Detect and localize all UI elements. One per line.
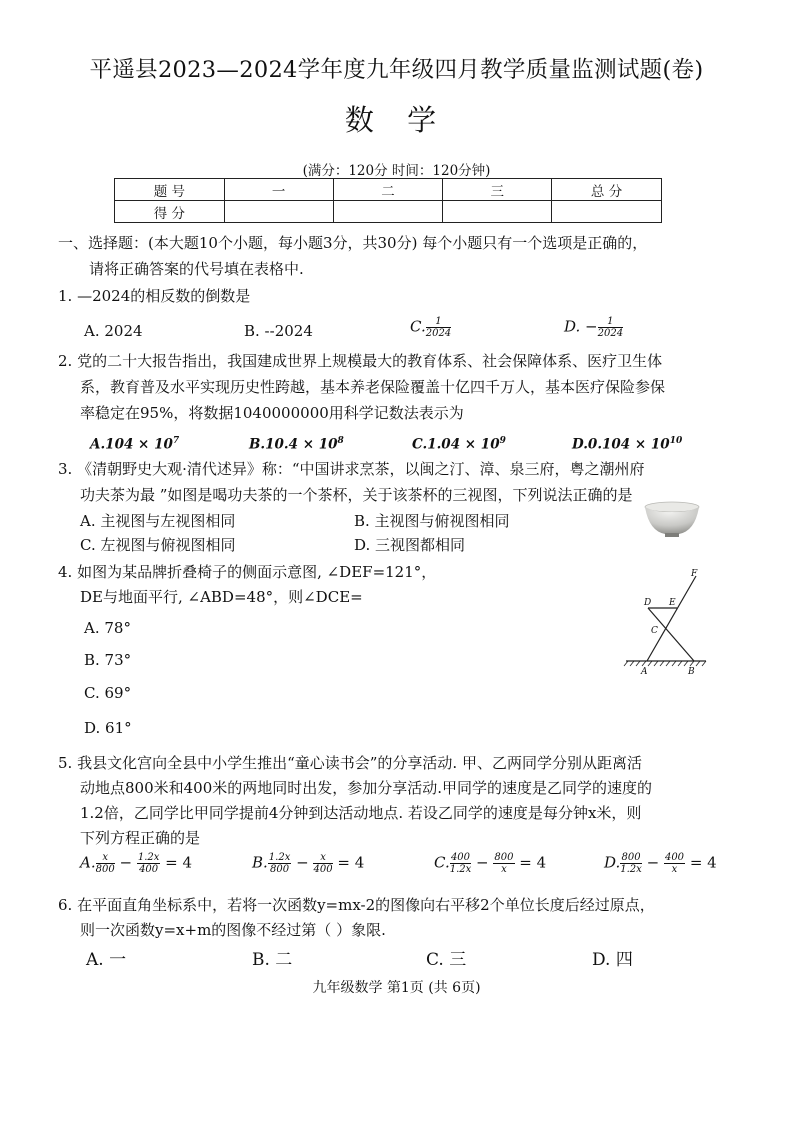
folding-chair-diagram [620, 565, 720, 680]
q5-c-fraction-2 [493, 852, 514, 875]
question-3-stem: 3. 《清朝野史大观·清代述异》称：“中国讲求烹茶，以闽之汀、漳、泉三府，粤之潮州府 [58, 460, 645, 478]
q2-b-base: B.10.4 × 10 [249, 436, 338, 453]
q2-option-c [412, 436, 506, 453]
question-5-stem: 1.2倍，乙同学比甲同学提前4分钟到达活动地点. 若设乙同学的速度是每分钟x米，则 [80, 804, 642, 822]
q4-option-d: D. 61° [84, 719, 132, 737]
equals-rhs: = 4 [689, 853, 717, 872]
question-5-stem: 5. 我县文化宫向全县中小学生推出“童心读书会”的分享活动. 甲、乙两同学分别从距离活 [58, 754, 642, 772]
q6-option-a: A. 一 [86, 950, 127, 970]
numerator: 400 [664, 852, 685, 863]
numerator: 400 [450, 852, 471, 863]
label-d: D [644, 598, 652, 608]
q2-d-exponent: 10 [669, 436, 683, 446]
q1-d-numerator: 1 [598, 316, 623, 328]
q5-a-fraction-2 [137, 852, 161, 875]
q5-b-fraction-2 [313, 852, 332, 875]
q5-a-fraction-1 [96, 852, 115, 875]
q1-d-denominator: 2024 [597, 328, 624, 339]
question-6-stem: 6. 在平面直角坐标系中，若将一次函数y=mx-2的图像向右平移2个单位长度后经过原点， [58, 896, 655, 914]
minus-sign: − [119, 853, 133, 872]
denominator: x [671, 864, 678, 875]
equals-rhs: = 4 [165, 853, 193, 872]
numerator: 1.2x [137, 852, 160, 863]
table-row [115, 179, 662, 201]
label-c: C [651, 626, 658, 636]
question-4-stem: 4. 如图为某品牌折叠椅子的侧面示意图, ∠DEF=121°， [58, 563, 437, 581]
ground-hatching [624, 661, 706, 666]
denominator: 400 [139, 864, 159, 875]
q1-c-denominator: 2024 [425, 328, 452, 339]
q1-d-fraction [598, 316, 623, 339]
q4-option-b: B. 73° [84, 651, 132, 669]
section-heading: 一、选择题：(本大题10个小题，每小题3分，共30分) 每个小题只有一个选项是正确的， [58, 234, 648, 252]
q2-option-a [90, 436, 179, 453]
q1-c-prefix: C. [410, 317, 426, 336]
q1-c-numerator: 1 [426, 316, 451, 328]
denominator: x [501, 864, 507, 875]
q2-c-base: C.1.04 × 10 [412, 436, 500, 453]
exam-title: 平遥县2023—2024学年度九年级四月教学质量监测试题(卷) [89, 57, 704, 83]
q6-option-c: C. 三 [426, 950, 467, 970]
minus-sign: − [646, 853, 660, 872]
score-input-cell[interactable] [552, 201, 662, 223]
q2-d-base: D.0.104 × 10 [572, 436, 670, 453]
table-cell: 一 [224, 179, 333, 201]
question-1-stem: 1. —2024的相反数的倒数是 [58, 287, 251, 305]
label-a: A [641, 667, 648, 677]
q3-option-c: C. 左视图与俯视图相同 [80, 536, 236, 554]
question-5-stem: 动地点800米和400米的两地同时出发，参加分享活动.甲同学的速度是乙同学的速度的 [80, 779, 653, 797]
exam-meta: (满分：120分 时间：120分钟) [302, 163, 491, 179]
minus-sign: − [476, 853, 489, 872]
minus-sign: − [296, 853, 309, 872]
table-cell: 三 [443, 179, 552, 201]
q2-option-b [249, 436, 344, 453]
q5-c-fraction-1 [450, 852, 472, 875]
question-6-stem: 则一次函数y=x+m的图像不经过第（ ）象限. [80, 921, 386, 939]
numerator: x [313, 852, 332, 864]
question-2-stem: 系，教育普及水平实现历史性跨越，基本养老保险覆盖十亿四千万人，基本医疗保险参保 [80, 378, 666, 396]
table-cell: 二 [333, 179, 443, 201]
q6-option-d: D. 四 [592, 950, 633, 970]
numerator: x [96, 852, 115, 864]
label-e: E [669, 598, 676, 608]
table-row [115, 201, 662, 223]
equals-rhs: = 4 [337, 853, 365, 872]
q2-option-d [572, 436, 682, 453]
q2-a-base: A.104 × 10 [90, 436, 173, 453]
question-4-stem: DE与地面平行, ∠ABD=48°，则∠DCE= [80, 588, 363, 606]
q5-option-a [80, 852, 192, 875]
q1-option-a: A. 2024 [84, 322, 143, 340]
table-cell: 题 号 [115, 179, 225, 201]
q5-option-d [604, 852, 717, 875]
q2-b-exponent: 8 [337, 436, 344, 446]
score-input-cell[interactable] [443, 201, 552, 223]
q1-option-b: B. --2024 [244, 322, 313, 340]
denominator: 1.2x [449, 864, 472, 875]
q5-option-b [252, 852, 364, 875]
leg-bf-line [647, 576, 696, 661]
score-table [114, 178, 662, 223]
q3-option-d: D. 三视图都相同 [354, 536, 466, 554]
q2-c-exponent: 9 [499, 436, 506, 446]
page-footer: 九年级数学 第1页 (共 6页) [312, 980, 481, 996]
table-cell: 得 分 [115, 201, 225, 223]
question-5-stem: 下列方程正确的是 [80, 829, 201, 847]
numerator: 1.2x [268, 852, 291, 863]
q1-option-d [564, 316, 623, 339]
question-2-stem: 2. 党的二十大报告指出，我国建成世界上规模最大的教育体系、社会保障体系、医疗卫生体 [58, 352, 663, 370]
numerator: 800 [494, 852, 514, 863]
denominator: 800 [95, 864, 115, 875]
tea-cup-image [643, 501, 701, 539]
score-input-cell[interactable] [224, 201, 333, 223]
q5-a-prefix: A. [80, 853, 96, 872]
equals-rhs: = 4 [519, 853, 547, 872]
q4-option-c: C. 69° [84, 684, 132, 702]
question-2-stem: 率稳定在95%，将数据1040000000用科学记数法表示为 [80, 404, 464, 422]
denominator: 800 [270, 864, 290, 875]
q1-d-prefix: D. − [564, 317, 598, 336]
q5-b-prefix: B. [252, 853, 268, 872]
section-heading: 请将正确答案的代号填在表格中. [89, 260, 304, 278]
q3-option-a: A. 主视图与左视图相同 [80, 512, 236, 530]
subject-title: 数 学 [344, 103, 449, 137]
score-input-cell[interactable] [333, 201, 443, 223]
q2-a-exponent: 7 [172, 436, 180, 446]
question-3-stem: 功夫茶为最 ”如图是喝功夫茶的一个茶杯，关于该茶杯的三视图，下列说法正确的是 [80, 486, 633, 504]
q5-d-fraction-1 [620, 852, 642, 875]
q3-option-b: B. 主视图与俯视图相同 [354, 512, 510, 530]
table-cell: 总 分 [552, 179, 662, 201]
q4-option-a: A. 78° [84, 619, 131, 637]
q6-option-b: B. 二 [252, 950, 293, 970]
q5-option-c [434, 852, 546, 875]
q5-d-fraction-2 [664, 852, 685, 875]
q1-option-c [410, 316, 451, 339]
denominator: 400 [313, 864, 333, 875]
numerator: 800 [621, 852, 641, 863]
q1-c-fraction [426, 316, 451, 339]
q5-c-prefix: C. [434, 853, 450, 872]
label-b: B [688, 667, 695, 677]
denominator: 1.2x [620, 864, 642, 875]
q5-b-fraction-1 [268, 852, 292, 875]
label-f: F [691, 569, 698, 579]
q5-d-prefix: D. [604, 853, 621, 872]
